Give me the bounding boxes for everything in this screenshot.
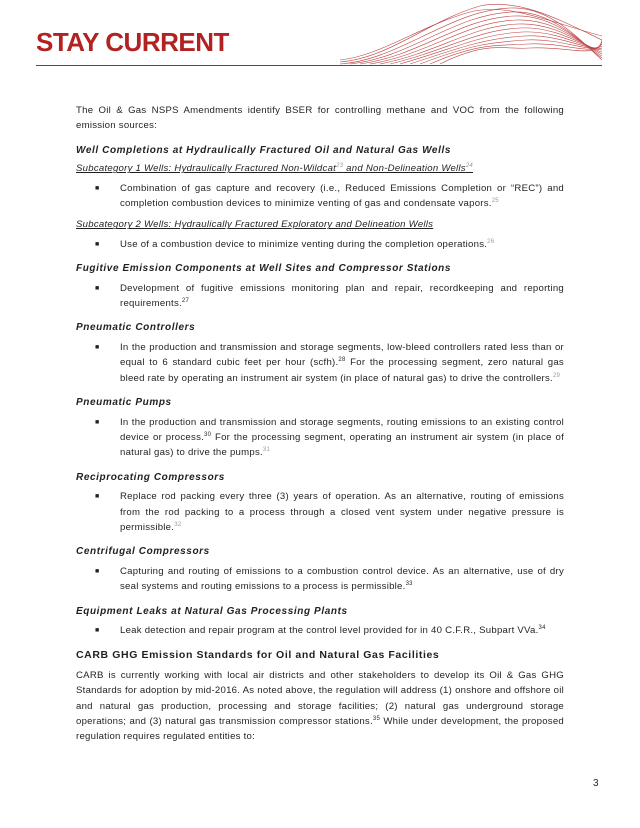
footnote-ref: 26 — [487, 238, 495, 245]
bullet-icon: ■ — [95, 284, 100, 292]
page-header — [0, 0, 640, 70]
footnote-ref: 29 — [552, 372, 561, 379]
heading-reciprocating-compressors: Reciprocating Compressors — [76, 471, 225, 483]
heading-well-completions: Well Completions at Hydraulically Fractured Oil and Natural Gas Wells — [76, 144, 452, 156]
page-body — [76, 103, 564, 745]
list-item: ■ Capturing and routing of emissions to a combustion control device. As an alternative, use of dry seal systems and routing emissions to a process is permissible.$^{33}$ — [76, 564, 564, 595]
footnote-ref: 23 — [336, 163, 344, 170]
footnote-ref: 30 — [204, 431, 212, 438]
list-item: ■ Combination of gas capture and recovery (i.e., Reduced Emissions Completion or “REC”) and completion combustion devices to minimize venting of gas and condensate vapors.$^{25}$ — [76, 181, 564, 212]
page-number: 3 — [593, 778, 599, 789]
brand-title: STAY CURRENT — [36, 27, 229, 57]
list-item: ■ Leak detection and repair program at the control level provided for in 40 C.F.R., Subpart VVa.$^{34}$ — [76, 623, 564, 638]
heading-centrifugal-compressors: Centrifugal Compressors — [76, 546, 210, 558]
footnote-ref: 27 — [181, 297, 190, 304]
footnote-ref: 33 — [405, 580, 413, 587]
header-rule — [36, 65, 602, 66]
heading-fugitive-emissions: Fugitive Emission Components at Well Sites and Compressor Stations — [76, 263, 452, 275]
heading-equipment-leaks: Equipment Leaks at Natural Gas Processing Plants — [76, 605, 348, 617]
footnote-ref: 28 — [338, 357, 346, 364]
footnote-ref: 35 — [372, 715, 381, 722]
footnote-ref: 24 — [465, 163, 474, 170]
footnote-ref: 34 — [538, 624, 546, 631]
heading-pneumatic-pumps: Pneumatic Pumps — [76, 397, 172, 409]
list-item: ■ In the production and transmission and storage segments, routing emissions to an existing control device or process.$^{30}$ For the processing segment, operating an instrument air system (in place of natural gas) to drive the pumps.$^{31}$ — [76, 415, 564, 461]
bullet-icon: ■ — [95, 493, 100, 501]
bullet-icon: ■ — [95, 184, 100, 192]
carb-paragraph: CARB is currently working with local air districts and other stakeholders to develop its Oil & Gas GHG Standards for adoption by mid-2016. As noted above, the regulation will address (1) onshore and offshore oil and natural gas production, processing and storage facilities; (2) natural gas underground storage operations; and (3) natural gas transmission compressor stations.$^{35}$ While under development, the proposed regulation requires regulated entities to: — [76, 669, 565, 743]
subcategory-1-heading: Subcategory 1 Wells: Hydraulically Fractured Non-Wildcat$^{23}$ and Non-Delineation Wells$^{24}$ — [76, 163, 474, 175]
heading-carb-standards: CARB GHG Emission Standards for Oil and Natural Gas Facilities — [76, 649, 440, 662]
list-item: ■ Use of a combustion device to minimize venting during the completion operations.$^{26}$ — [76, 237, 564, 252]
bullet-icon: ■ — [95, 240, 100, 248]
intro-paragraph: The Oil & Gas NSPS Amendments identify BSER for controlling methane and VOC from the following emission sources: — [76, 105, 564, 132]
wave-lines-logo — [340, 0, 602, 66]
bullet-icon: ■ — [95, 418, 100, 426]
bullet-icon: ■ — [95, 626, 100, 634]
heading-pneumatic-controllers: Pneumatic Controllers — [76, 322, 196, 334]
subcategory-2-heading: Subcategory 2 Wells: Hydraulically Fractured Exploratory and Delineation Wells — [76, 219, 434, 231]
list-item: ■ Development of fugitive emissions monitoring plan and repair, recordkeeping and reporting requirements.$^{27}$ — [76, 281, 564, 312]
list-item: ■ Replace rod packing every three (3) years of operation. As an alternative, routing of emissions from the rod packing to a process through a closed vent system under negative pressure is permissible.$^{32}$ — [76, 489, 564, 535]
footnote-ref: 31 — [262, 447, 271, 454]
bullet-icon: ■ — [95, 567, 100, 575]
footnote-ref: 25 — [491, 197, 499, 204]
footnote-ref: 32 — [174, 521, 182, 528]
list-item: ■ In the production and transmission and storage segments, low-bleed controllers rated less than or equal to 6 standard cubic feet per hour (scfh).$^{28}$ For the processing segment, zero natural gas bleed rate by operating an instrument air system (in place of natural gas) to drive the controllers.$^{29}$ — [76, 340, 564, 386]
bullet-icon: ■ — [95, 343, 100, 351]
